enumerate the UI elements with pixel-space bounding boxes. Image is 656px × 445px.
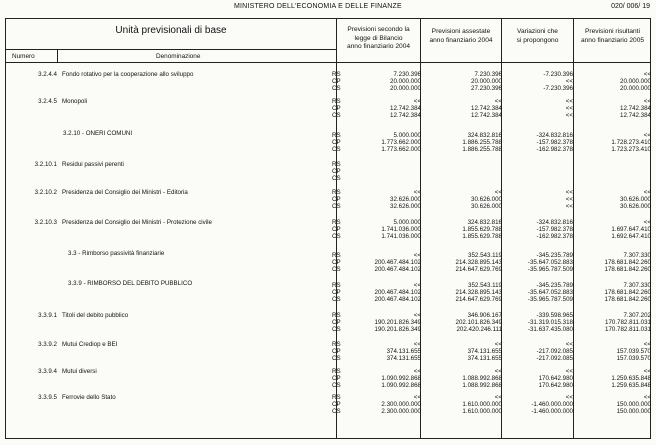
line-code: CP (332, 105, 341, 112)
line-code: RS (332, 252, 341, 259)
budget-entry (6, 312, 652, 336)
page-header (0, 0, 656, 14)
line-value: 5.000.000 (393, 219, 421, 226)
entry-line-rs (332, 341, 652, 348)
line-value: 374.131.655 (467, 348, 502, 355)
line-value: << (413, 368, 421, 375)
budget-entry (6, 219, 652, 243)
entry-line-cp (332, 259, 652, 266)
line-value: 2.300.000.000 (381, 401, 421, 408)
line-value: 178.681.842.260 (604, 289, 651, 296)
entry-line-cp (332, 78, 652, 85)
entry-line-cp (332, 375, 652, 382)
line-code: CS (332, 296, 341, 303)
budget-entry (6, 282, 652, 306)
line-value: 352.543.119 (468, 252, 502, 259)
line-value: 7.307.330 (623, 282, 651, 289)
line-value: 7.307.202 (623, 312, 651, 319)
line-value: << (565, 368, 573, 375)
column-header-bilancio (337, 26, 420, 52)
header-line: Previsioni risultanti (585, 28, 640, 35)
header-bottom-line (6, 62, 650, 63)
page-code: 020/ 006/ 19 (611, 3, 650, 10)
line-value: 374.131.655 (386, 355, 421, 362)
line-code: RS (332, 282, 341, 289)
line-value: << (565, 98, 573, 105)
line-value: 374.131.655 (386, 348, 421, 355)
line-value: -157.982.378 (536, 139, 573, 146)
line-value: 1.697.647.410 (611, 226, 651, 233)
line-code: CP (332, 168, 341, 175)
line-value: 352.543.119 (468, 282, 502, 289)
budget-entry (6, 394, 652, 418)
line-code: CS (332, 146, 341, 153)
entry-number: 3.3.9.2 (38, 341, 57, 348)
line-value: 170.782.811.031 (605, 319, 651, 326)
line-value: 1.741.036.000 (381, 226, 421, 233)
entry-number: 3.2.10.2 (34, 189, 57, 196)
line-code: CS (332, 175, 341, 182)
line-value: 202.420.246.111 (456, 326, 502, 333)
entry-line-cp (332, 401, 652, 408)
line-value: 150.000.000 (616, 408, 651, 415)
line-value: 1.773.662.000 (381, 146, 421, 153)
line-value: 214.328.895.143 (455, 259, 502, 266)
line-value: 150.000.000 (616, 401, 651, 408)
line-value: << (494, 341, 502, 348)
entry-name: Presidenza del Consiglio dei Ministri - Protezione civile (62, 219, 212, 226)
line-value: << (413, 282, 421, 289)
line-value: 20.000.000 (471, 78, 502, 85)
line-value: << (413, 252, 421, 259)
line-value: 178.681.842.260 (604, 266, 651, 273)
line-value: 30.626.000 (620, 196, 651, 203)
entry-line-rs (332, 98, 652, 105)
line-value: << (565, 78, 573, 85)
line-code: CS (332, 85, 341, 92)
entry-line-rs (332, 394, 652, 401)
line-value: 20.000.000 (390, 78, 421, 85)
line-value: 1.259.635.848 (611, 375, 651, 382)
line-value: 1.088.992.868 (462, 382, 502, 389)
entry-line-rs (332, 161, 652, 168)
budget-entry (6, 341, 652, 365)
entry-line-cs (332, 408, 652, 415)
line-value: 32.626.000 (390, 203, 421, 210)
entry-number: 3.3.9.5 (38, 394, 57, 401)
header-line: Variazioni che (517, 28, 558, 35)
line-value: << (413, 341, 421, 348)
line-value: << (565, 203, 573, 210)
entry-line-cp (332, 139, 652, 146)
line-value: 1.610.000.000 (462, 401, 502, 408)
entry-line-cp (332, 289, 652, 296)
line-value: 1.723.273.410 (611, 146, 651, 153)
header-divider (6, 49, 336, 50)
line-code: CP (332, 289, 341, 296)
line-code: RS (332, 341, 341, 348)
entry-line-rs (332, 132, 652, 139)
line-value: -217.092.085 (536, 355, 573, 362)
line-value: 20.000.000 (390, 85, 421, 92)
entry-line-cs (332, 203, 652, 210)
line-value: 346.906.167 (467, 312, 502, 319)
entry-number: 3.2.10.1 (34, 161, 57, 168)
entry-line-cs (332, 146, 652, 153)
line-code: CS (332, 266, 341, 273)
line-value: 190.201.826.349 (374, 326, 421, 333)
line-code: RS (332, 219, 341, 226)
line-value: 12.742.384 (620, 105, 651, 112)
line-value: 32.626.000 (390, 196, 421, 203)
line-value: 20.000.000 (620, 85, 651, 92)
entry-name: Ferrovie dello Stato (62, 394, 116, 401)
line-value: << (565, 196, 573, 203)
line-value: 202.101.826.349 (455, 319, 502, 326)
entry-name: Monopoli (62, 98, 88, 105)
line-value: 200.467.484.102 (374, 296, 421, 303)
line-value: 12.742.384 (390, 105, 421, 112)
line-value: -7.230.396 (543, 71, 573, 78)
line-code: CP (332, 139, 341, 146)
budget-entry (6, 132, 652, 156)
line-value: 12.742.384 (471, 112, 502, 119)
line-code: RS (332, 98, 341, 105)
line-value: -157.982.378 (536, 226, 573, 233)
line-value: 7.230.396 (393, 71, 421, 78)
line-value: << (565, 341, 573, 348)
line-value: 170.642.980 (538, 382, 573, 389)
line-value: 200.467.484.102 (374, 266, 421, 273)
entry-name: 3.2.10 - ONERI COMUNI (63, 130, 133, 137)
entry-line-rs (332, 368, 652, 375)
entry-name: Mutui Crediop e BEI (62, 341, 118, 348)
line-value: << (413, 312, 421, 319)
header-line: anno finanziario 2005 (580, 36, 645, 44)
line-value: << (565, 394, 573, 401)
line-code: RS (332, 161, 341, 168)
line-value: -35.965.787.509 (527, 266, 573, 273)
line-code: CP (332, 348, 341, 355)
line-value: 20.000.000 (620, 78, 651, 85)
line-value: -31.637.435.080 (527, 326, 573, 333)
line-value: -1.460.000.000 (531, 408, 573, 415)
entry-line-rs (332, 312, 652, 319)
line-value: 170.642.980 (538, 375, 573, 382)
line-code: CS (332, 382, 341, 389)
line-value: 1.855.629.788 (462, 226, 502, 233)
entry-line-cs (332, 326, 652, 333)
entry-line-cs (332, 266, 652, 273)
entry-name: Mutui diversi (62, 368, 97, 375)
entry-line-cp (332, 105, 652, 112)
entry-line-cp (332, 196, 652, 203)
entry-line-rs (332, 282, 652, 289)
line-value: 1.259.635.848 (611, 382, 651, 389)
budget-table (5, 18, 651, 439)
line-value: 1.610.000.000 (462, 408, 502, 415)
line-code: RS (332, 368, 341, 375)
line-value: << (494, 189, 502, 196)
line-value: -324.832.816 (536, 219, 573, 226)
entry-name: Residui passivi perenti (62, 161, 124, 168)
line-value: 178.681.842.260 (604, 296, 651, 303)
line-code: CS (332, 326, 341, 333)
entry-line-cp (332, 168, 652, 175)
entry-line-cs (332, 382, 652, 389)
line-value: 12.742.384 (620, 112, 651, 119)
line-value: 12.742.384 (471, 105, 502, 112)
entry-line-rs (332, 219, 652, 226)
line-value: << (494, 394, 502, 401)
line-value: << (643, 132, 651, 139)
line-value: -1.460.000.000 (531, 401, 573, 408)
line-value: 178.681.842.260 (604, 259, 651, 266)
line-value: 1.773.662.000 (381, 139, 421, 146)
line-value: 2.300.000.000 (381, 408, 421, 415)
entry-line-cp (332, 319, 652, 326)
line-value: << (565, 112, 573, 119)
line-code: CP (332, 196, 341, 203)
line-value: << (643, 219, 651, 226)
entry-name: Titoli del debito pubblico (62, 312, 129, 319)
header-line: anno finanziario 2004 (429, 36, 493, 44)
line-code: RS (332, 312, 341, 319)
line-value: << (494, 98, 502, 105)
line-value: 1.090.992.868 (381, 375, 421, 382)
entry-name: 3.3 - Rimborso passività finanziarie (68, 250, 165, 257)
line-value: << (413, 189, 421, 196)
entry-line-cs (332, 296, 652, 303)
line-value: << (494, 368, 502, 375)
column-name-label: Denominazione (156, 53, 201, 60)
line-code: CS (332, 355, 341, 362)
line-value: -217.092.085 (536, 348, 573, 355)
line-value: 1.088.992.868 (462, 375, 502, 382)
line-value: -162.982.378 (536, 146, 573, 153)
entry-name: 3.3.9 - RIMBORSO DEL DEBITO PUBBLICO (68, 280, 193, 287)
line-code: CP (332, 78, 341, 85)
line-value: << (413, 394, 421, 401)
line-code: CS (332, 112, 341, 119)
line-value: 5.000.000 (393, 132, 421, 139)
line-value: 1.728.273.410 (611, 139, 651, 146)
line-value: 1.855.629.788 (462, 233, 502, 240)
line-code: CP (332, 401, 341, 408)
line-value: 324.832.816 (467, 219, 502, 226)
entry-number: 3.2.4.5 (38, 98, 57, 105)
column-number-label: Numero (12, 53, 35, 60)
line-value: 1.741.036.000 (381, 233, 421, 240)
header-line: Previsioni assestate (431, 28, 491, 35)
line-value: -35.647.052.883 (527, 289, 573, 296)
header-line: legge di Bilancio (354, 34, 403, 42)
column-header-assestate (421, 28, 501, 45)
line-value: 324.832.816 (467, 132, 502, 139)
entry-number: 3.3.9.4 (38, 368, 57, 375)
line-value: << (413, 98, 421, 105)
entry-line-rs (332, 71, 652, 78)
line-value: 7.230.396 (474, 71, 502, 78)
line-value: 30.626.000 (471, 203, 502, 210)
entry-line-cs (332, 233, 652, 240)
line-value: 214.647.629.769 (455, 296, 502, 303)
line-code: CP (332, 259, 341, 266)
line-value: -324.832.816 (536, 132, 573, 139)
line-code: CP (332, 226, 341, 233)
entry-number: 3.2.4.4 (38, 71, 57, 78)
line-value: 157.039.570 (616, 348, 651, 355)
line-value: 214.328.895.143 (455, 289, 502, 296)
line-value: << (643, 189, 651, 196)
line-value: 1.886.255.788 (462, 139, 502, 146)
line-value: 12.742.384 (390, 112, 421, 119)
line-code: CS (332, 408, 341, 415)
line-value: 27.230.396 (471, 85, 502, 92)
line-value: -345.235.789 (536, 282, 573, 289)
line-value: 157.039.570 (616, 355, 651, 362)
entry-line-cs (332, 85, 652, 92)
line-code: CS (332, 233, 341, 240)
entry-number: 3.2.10.3 (34, 219, 57, 226)
line-value: -31.319.015.318 (527, 319, 573, 326)
line-value: 190.201.826.349 (374, 319, 421, 326)
entry-line-rs (332, 189, 652, 196)
line-value: << (643, 71, 651, 78)
entry-line-cp (332, 348, 652, 355)
column-header-risultanti (574, 28, 651, 45)
line-value: << (565, 105, 573, 112)
line-value: 200.467.484.102 (374, 259, 421, 266)
entry-name: Fondo rotativo per la cooperazione allo sviluppo (62, 71, 194, 78)
line-value: 1.090.992.868 (381, 382, 421, 389)
line-value: 30.626.000 (620, 203, 651, 210)
ministry-name: MINISTERO DELL'ECONOMIA E DELLE FINANZE (234, 3, 402, 10)
line-value: 1.886.255.788 (462, 146, 502, 153)
line-code: CP (332, 375, 341, 382)
budget-entry (6, 368, 652, 392)
line-code: RS (332, 394, 341, 401)
entry-number: 3.3.9.1 (38, 312, 57, 319)
table-title: Unità previsionali di base (115, 25, 227, 36)
budget-entry (6, 161, 652, 185)
entry-line-cs (332, 175, 652, 182)
line-code: CP (332, 319, 341, 326)
line-value: -35.647.052.883 (527, 259, 573, 266)
line-value: << (643, 394, 651, 401)
entry-name: Presidenza del Consiglio dei Ministri - Editoria (62, 189, 188, 196)
line-value: 170.782.811.031 (605, 326, 651, 333)
line-value: 200.467.484.102 (374, 289, 421, 296)
line-value: << (565, 189, 573, 196)
budget-entry (6, 189, 652, 213)
line-code: CS (332, 203, 341, 210)
entry-line-cs (332, 112, 652, 119)
entry-line-cs (332, 355, 652, 362)
budget-entry (6, 252, 652, 276)
entry-line-cp (332, 226, 652, 233)
header-line: anno finanziario 2004 (346, 43, 411, 50)
line-value: 374.131.655 (467, 355, 502, 362)
line-value: -7.230.396 (543, 85, 573, 92)
entry-line-rs (332, 252, 652, 259)
column-header-variazioni (502, 28, 573, 45)
line-code: RS (332, 132, 341, 139)
line-value: 7.307.330 (623, 252, 651, 259)
line-value: 1.692.647.410 (611, 233, 651, 240)
line-code: RS (332, 71, 341, 78)
line-value: -345.235.789 (536, 252, 573, 259)
line-value: -339.598.965 (536, 312, 573, 319)
line-value: 214.647.629.769 (455, 266, 502, 273)
line-value: << (643, 341, 651, 348)
header-line: si propongono (516, 36, 559, 44)
line-value: << (643, 98, 651, 105)
number-divider (57, 49, 58, 62)
budget-entry (6, 71, 652, 95)
line-value: -35.965.787.509 (527, 296, 573, 303)
line-value: 30.626.000 (471, 196, 502, 203)
budget-entry (6, 98, 652, 122)
line-code: RS (332, 189, 341, 196)
header-line: Previsioni secondo la (347, 26, 410, 33)
line-value: -162.982.378 (536, 233, 573, 240)
line-value: << (643, 368, 651, 375)
